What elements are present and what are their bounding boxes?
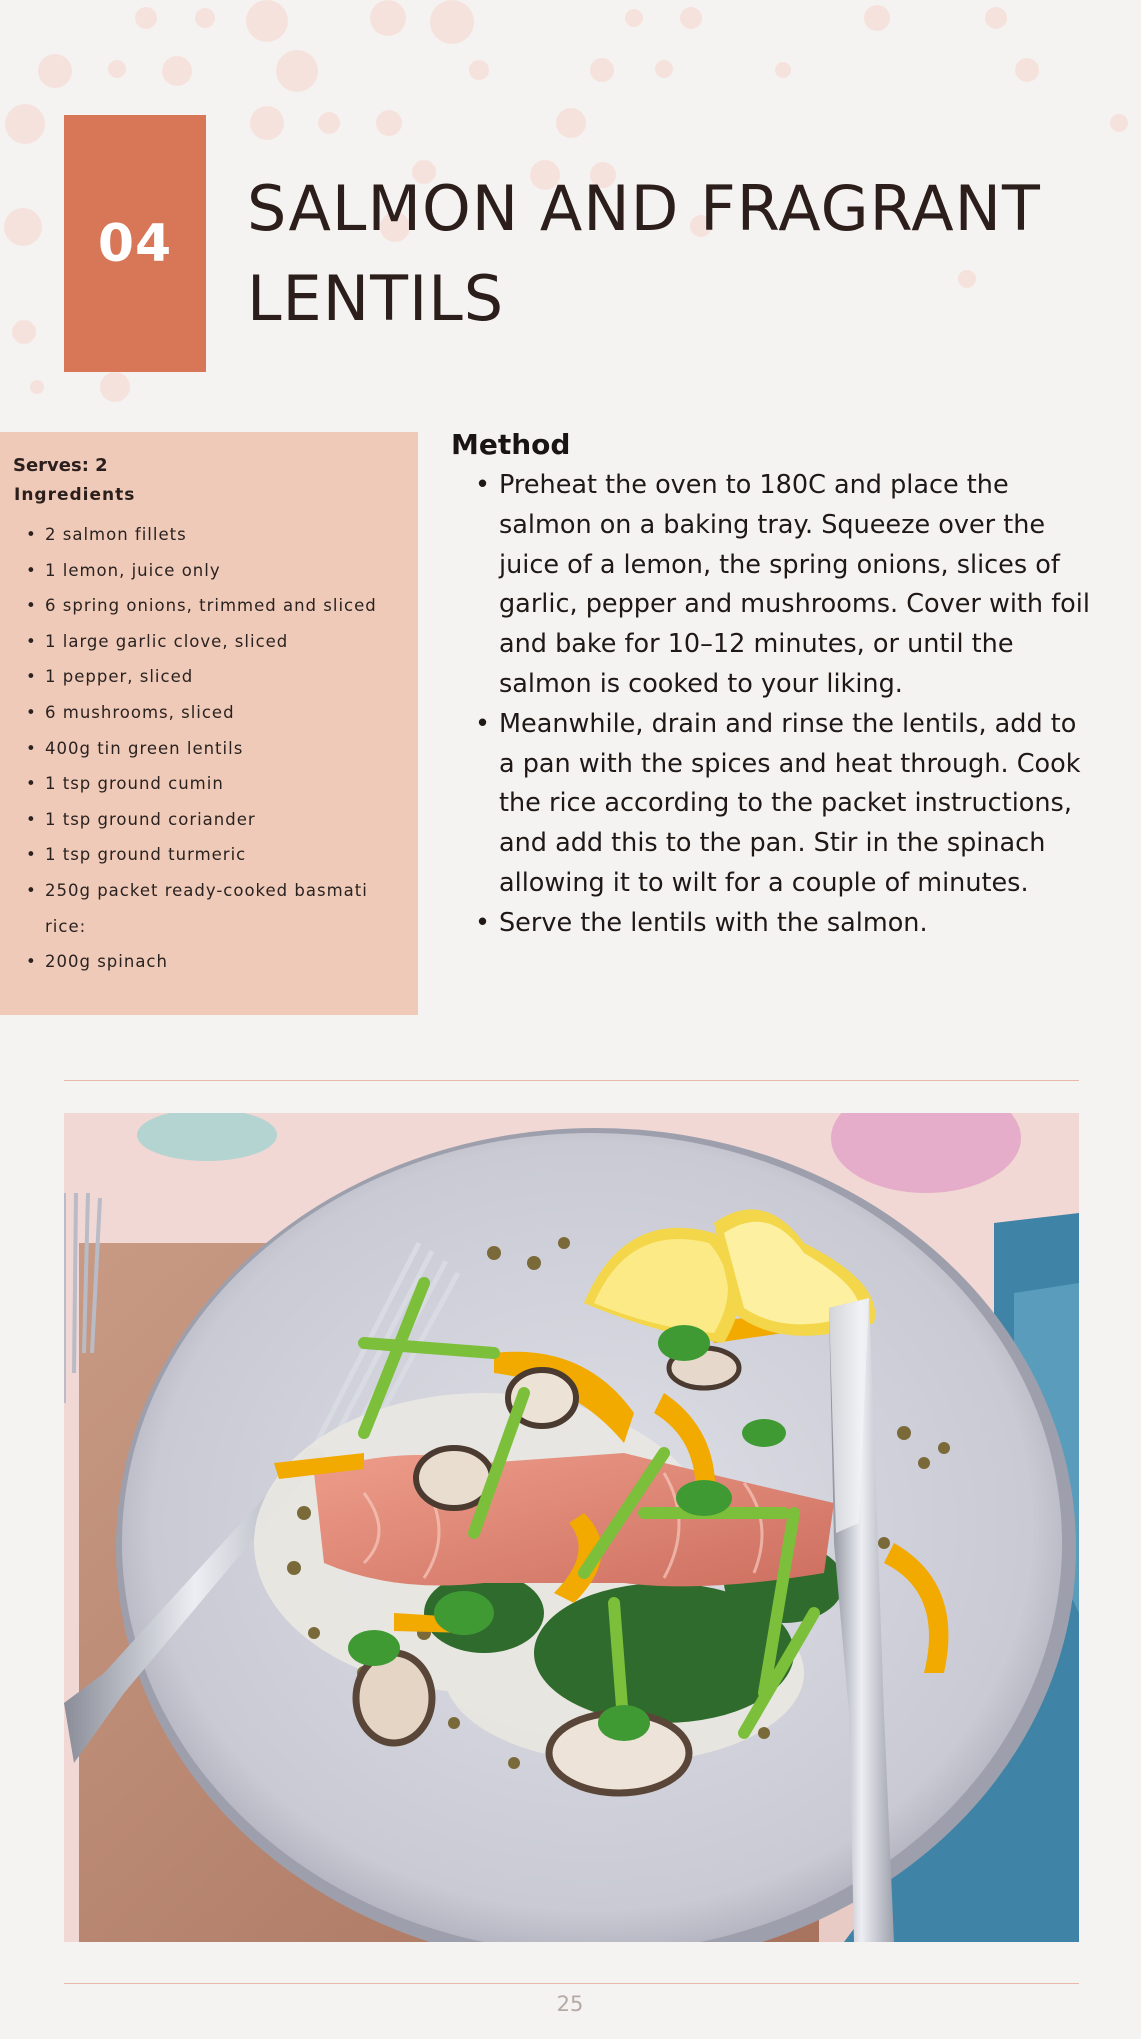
page-number: 25 bbox=[556, 1992, 584, 2016]
method-step: • Preheat the oven to 180C and place the salmon on a baking tray. Squeeze over the juice of a lemon, the spring onions, slices of garlic, pepper and mushrooms. Cover with foil and bake for 10–12 minutes, or until the salmon is cooked to your liking. bbox=[475, 466, 1095, 705]
salmon-lentils-photo bbox=[64, 1113, 1079, 1942]
recipe-number: 04 bbox=[97, 213, 173, 274]
method-heading: Method bbox=[451, 428, 571, 461]
ingredient-item: • 6 spring onions, trimmed and sliced bbox=[26, 588, 406, 624]
ingredients-list bbox=[26, 517, 406, 980]
ingredient-item: • 6 mushrooms, sliced bbox=[26, 695, 406, 731]
ingredient-item: • 250g packet ready-cooked basmati rice: bbox=[26, 873, 406, 944]
recipe-number-badge bbox=[64, 115, 206, 372]
ingredients-heading: Ingredients bbox=[14, 485, 136, 505]
ingredient-item: • 1 tsp ground cumin bbox=[26, 766, 406, 802]
ingredient-item: • 1 pepper, sliced bbox=[26, 659, 406, 695]
section-divider bbox=[64, 1080, 1079, 1081]
method-step: • Meanwhile, drain and rinse the lentils, add to a pan with the spices and heat through. Cook the rice according to the packet instructions, and add this to the pan. Stir in the spinach allowing it to wilt for a couple of minutes. bbox=[475, 705, 1095, 904]
ingredient-item: • 1 lemon, juice only bbox=[26, 553, 406, 589]
method-step: • Serve the lentils with the salmon. bbox=[475, 904, 1095, 944]
ingredient-item: • 1 tsp ground turmeric bbox=[26, 837, 406, 873]
ingredient-item: • 1 tsp ground coriander bbox=[26, 802, 406, 838]
ingredient-item: • 200g spinach bbox=[26, 944, 406, 980]
ingredient-item: • 2 salmon fillets bbox=[26, 517, 406, 553]
ingredient-item: • 1 large garlic clove, sliced bbox=[26, 624, 406, 660]
ingredient-item: • 400g tin green lentils bbox=[26, 731, 406, 767]
method-steps-list bbox=[475, 466, 1095, 944]
recipe-title: SALMON AND FRAGRANT LENTILS bbox=[247, 172, 1041, 335]
footer-divider bbox=[64, 1983, 1079, 1984]
serves-label: Serves: 2 bbox=[13, 455, 108, 476]
